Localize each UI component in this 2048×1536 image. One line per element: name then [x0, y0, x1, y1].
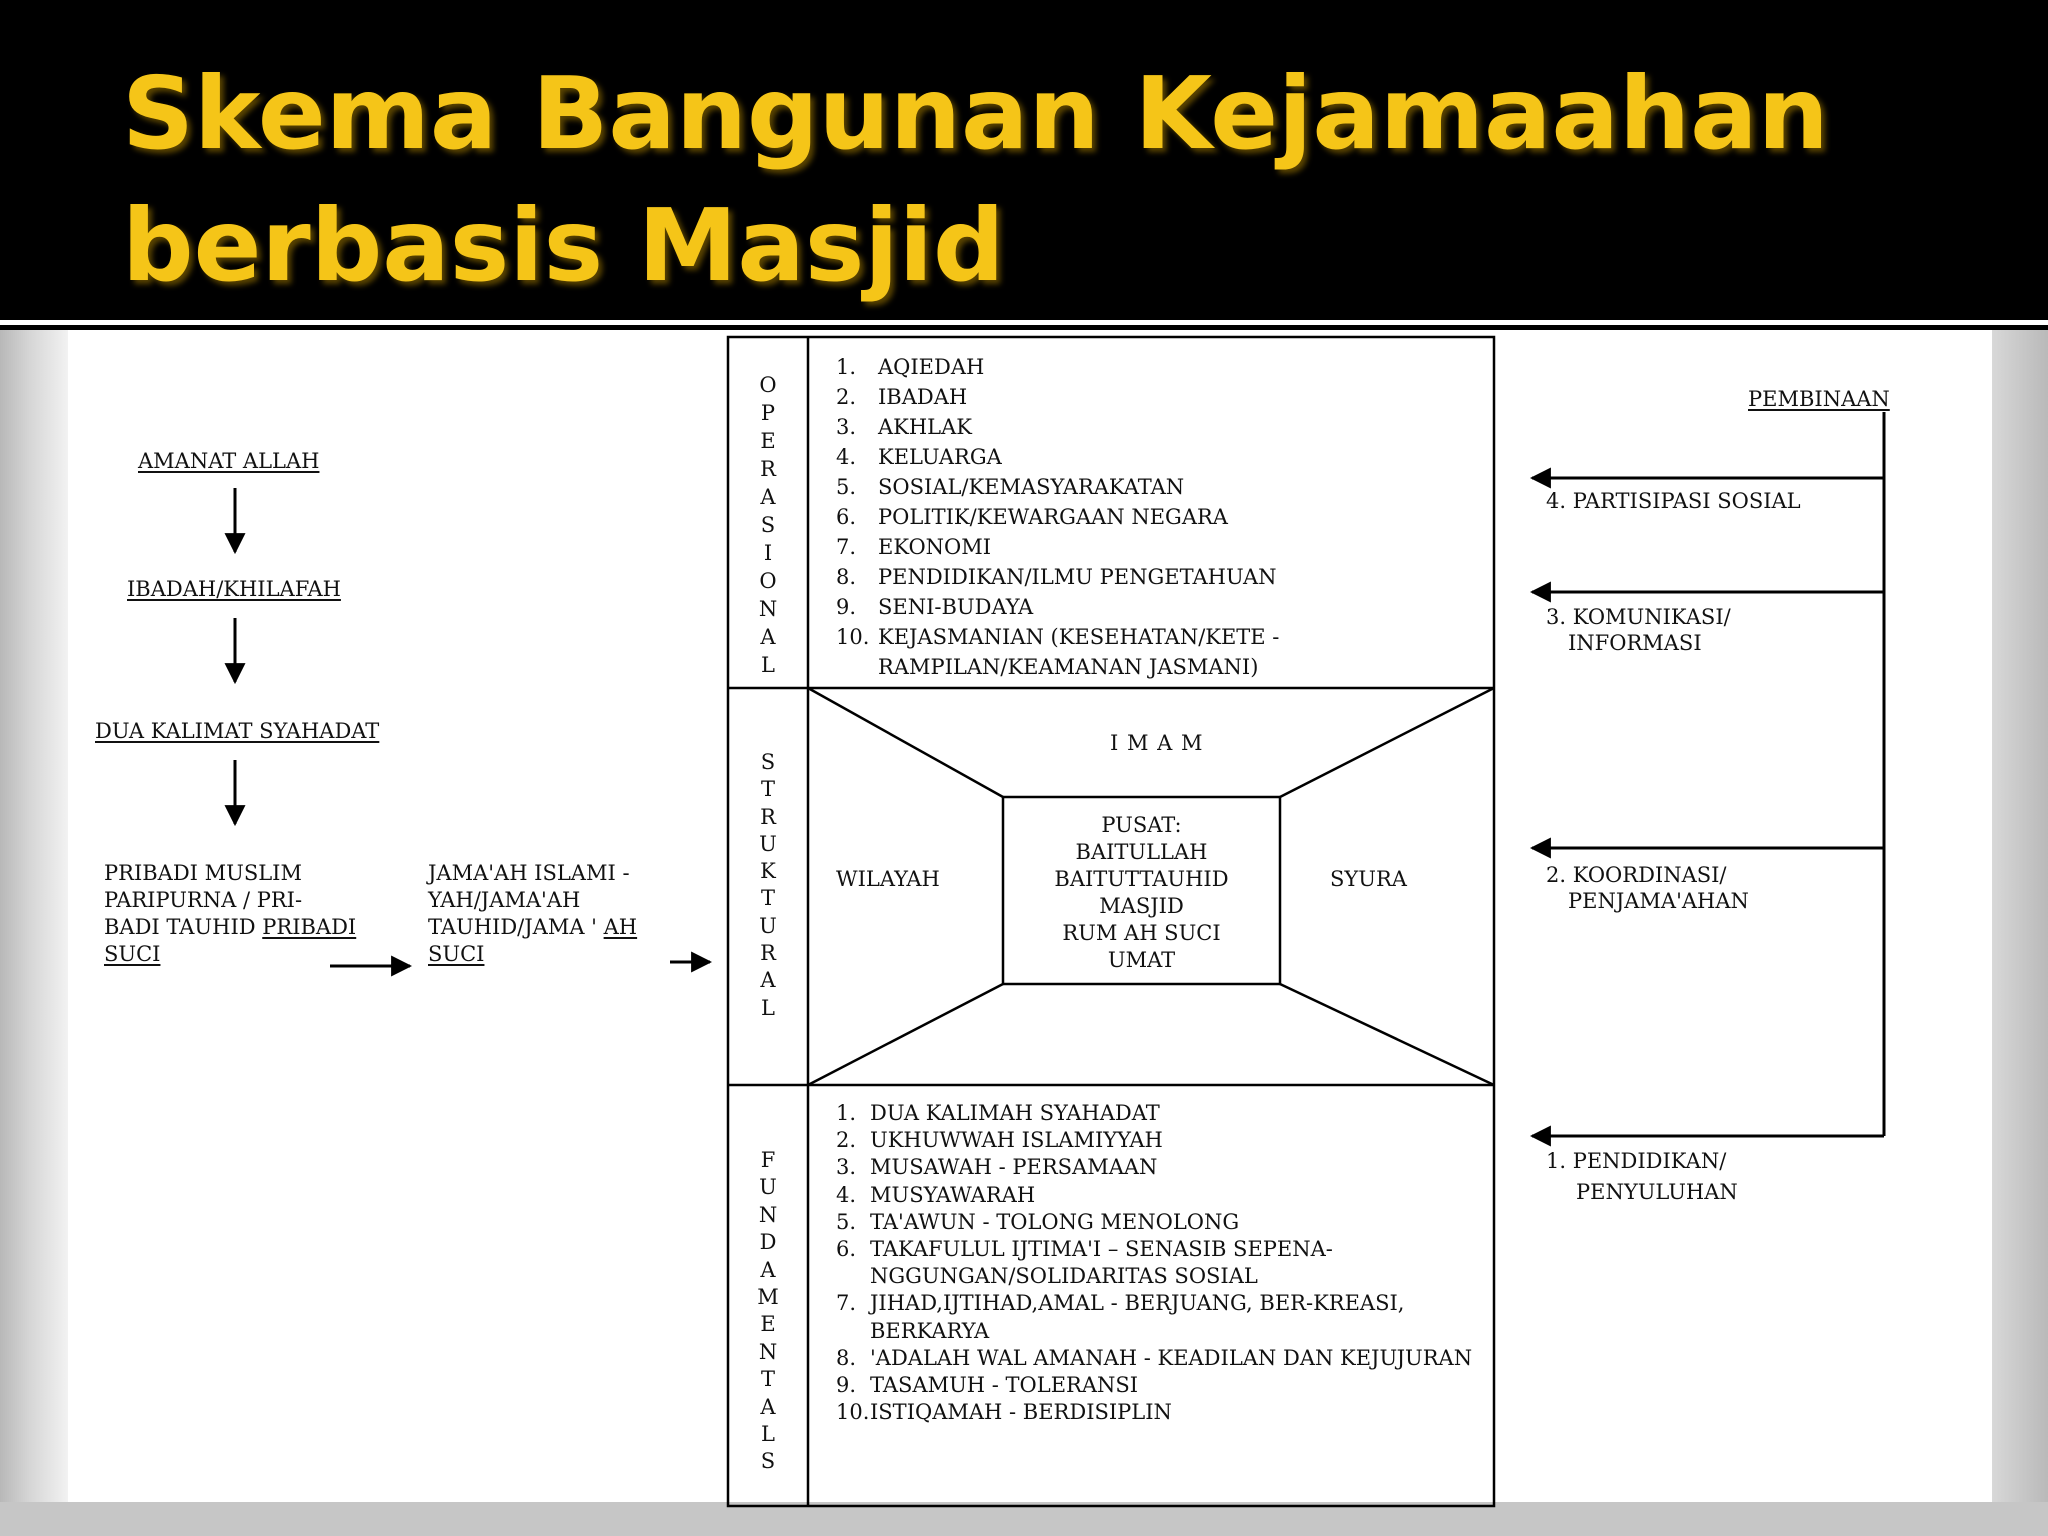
list-item-number: 7. [836, 1291, 857, 1316]
jamaah-line-3 [428, 914, 637, 941]
list-item-text: UKHUWWAH ISLAMIYYAH [870, 1128, 1163, 1153]
operasional-list [836, 352, 1279, 682]
diag-bottom-left [808, 984, 1003, 1085]
pendidikan-label-1: 1. PENDIDIKAN/ [1546, 1149, 1727, 1173]
vertical-label-struktural [738, 749, 798, 1022]
list-item-text: TAKAFULUL IJTIMA'I – SENASIB SEPENA- [870, 1237, 1333, 1262]
diag-bottom-right [1280, 984, 1494, 1085]
fundamentals-letter: E [760, 1312, 776, 1337]
syura-label: SYURA [1330, 867, 1407, 891]
list-item-text: RAMPILAN/KEAMANAN JASMANI) [878, 655, 1259, 679]
jamaah-islamiyah-block [428, 860, 637, 968]
list-item-number: 7. [836, 535, 857, 559]
center-text-line: BAITUTTAUHID [1054, 867, 1229, 891]
center-text-line: BAITULLAH [1075, 840, 1208, 864]
list-item-text: EKONOMI [878, 535, 992, 559]
list-item [836, 352, 1279, 382]
list-item [836, 382, 1279, 412]
list-item [836, 1318, 1472, 1345]
diag-top-left [808, 688, 1003, 797]
pribadi-line-1: PRIBADI MUSLIM [104, 861, 302, 885]
list-item-number: 6. [836, 1237, 857, 1262]
ibadah-khilafah-label: IBADAH/KHILAFAH [127, 577, 341, 601]
fundamentals-letter: N [758, 1202, 778, 1227]
list-item [836, 1127, 1472, 1154]
struktural-letter: A [760, 968, 776, 993]
imam-label: I M A M [1110, 731, 1204, 755]
fundamentals-letter: A [760, 1394, 776, 1419]
komunikasi-label-1: 3. KOMUNIKASI/ [1546, 605, 1731, 629]
fundamentals-letter: M [757, 1285, 779, 1310]
koordinasi-label-2: PENJAMA'AHAN [1568, 889, 1749, 913]
struktural-letter: R [760, 941, 776, 966]
fundamental-list [836, 1100, 1472, 1426]
list-item-text: PENDIDIKAN/ILMU PENGETAHUAN [878, 565, 1277, 589]
list-item-text: NGGUNGAN/SOLIDARITAS SOSIAL [870, 1264, 1258, 1289]
list-item-text: ISTIQAMAH - BERDISIPLIN [870, 1400, 1172, 1425]
list-item-number: 4. [836, 1182, 857, 1207]
fundamentals-letter: L [761, 1422, 775, 1447]
list-item [836, 412, 1279, 442]
list-item-number: 10. [836, 1400, 870, 1425]
list-item-number: 4. [836, 445, 857, 469]
pembinaan-label: PEMBINAAN [1748, 387, 1890, 411]
list-item-text: MUSAWAH - PERSAMAAN [870, 1155, 1158, 1180]
list-item-number: 9. [836, 595, 857, 619]
list-item-number: 8. [836, 565, 857, 589]
fundamentals-letter: S [760, 1449, 776, 1474]
list-item-text: KELUARGA [878, 445, 1002, 469]
fundamentals-letter: D [759, 1230, 777, 1255]
operasional-letter: O [759, 569, 777, 593]
partisipasi-sosial-label: 4. PARTISIPASI SOSIAL [1546, 489, 1801, 513]
fundamentals-letter: F [760, 1148, 776, 1172]
list-item [836, 442, 1279, 472]
operasional-letter: I [763, 541, 773, 565]
list-item [836, 562, 1279, 592]
fundamentals-letter: T [760, 1367, 775, 1392]
slide-title [122, 48, 1829, 312]
center-text-line: RUM AH SUCI [1062, 921, 1221, 945]
list-item-number: 2. [836, 385, 857, 409]
operasional-letter: A [760, 485, 776, 509]
center-pusat-text [1003, 812, 1280, 974]
list-item-number [836, 652, 878, 682]
pribadi-line-3 [104, 914, 356, 941]
list-item-number: 6. [836, 505, 857, 529]
wilayah-label: WILAYAH [836, 867, 940, 891]
pribadi-line-2: PARIPURNA / PRI- [104, 888, 303, 912]
list-item-text: AQIEDAH [878, 355, 985, 379]
list-item-number: 5. [836, 1209, 857, 1234]
fundamentals-letter: N [758, 1339, 778, 1364]
struktural-letter: T [760, 886, 775, 911]
struktural-letter: S [760, 750, 776, 774]
list-item [836, 532, 1279, 562]
list-item [836, 1182, 1472, 1209]
struktural-letter: K [760, 859, 776, 884]
center-text-line: UMAT [1107, 948, 1176, 972]
list-item-text: JIHAD,IJTIHAD,AMAL - BERJUANG, BER-KREASI, [870, 1291, 1405, 1316]
list-item-number: 10. [836, 625, 870, 649]
struktural-letter: U [759, 913, 777, 938]
vertical-label-operasional [738, 371, 798, 679]
list-item [836, 1372, 1472, 1399]
center-text-line: MASJID [1099, 894, 1184, 918]
list-item-number [836, 1263, 870, 1290]
list-item-text: 'ADALAH WAL AMANAH - KEADILAN DAN KEJUJURAN [870, 1345, 1473, 1370]
jamaah-line-1: JAMA'AH ISLAMI - [428, 861, 630, 885]
diag-top-right [1280, 688, 1494, 797]
title-line-1: Skema Bangunan Kejamaahan [122, 55, 1829, 172]
list-item-number: 5. [836, 475, 857, 499]
list-item-text: TA'AWUN - TOLONG MENOLONG [870, 1209, 1240, 1234]
list-item-number: 1. [836, 355, 857, 379]
struktural-letter: L [761, 995, 775, 1020]
operasional-letter: O [759, 373, 777, 397]
fundamentals-letter: U [759, 1175, 777, 1200]
list-item-number: 3. [836, 1155, 857, 1180]
list-item-number: 3. [836, 415, 857, 439]
list-item [836, 1100, 1472, 1127]
list-item-text: SENI-BUDAYA [878, 595, 1034, 619]
operasional-letter: L [761, 653, 775, 677]
title-divider [0, 320, 2048, 325]
fundamentals-letter: A [760, 1257, 776, 1282]
list-item [836, 1236, 1472, 1263]
operasional-letter: R [760, 457, 776, 481]
list-item-number: 2. [836, 1128, 857, 1153]
jamaah-line-3b: AH [603, 915, 638, 939]
operasional-letter: N [758, 597, 778, 621]
list-item [836, 502, 1279, 532]
jamaah-line-4: SUCI [428, 942, 485, 966]
title-bar [0, 0, 2048, 320]
list-item [836, 1345, 1472, 1372]
jamaah-line-2: YAH/JAMA'AH [428, 888, 581, 912]
list-item [836, 1290, 1472, 1317]
list-item [836, 652, 1279, 682]
struktural-letter: U [759, 831, 777, 856]
list-item-text: TASAMUH - TOLERANSI [870, 1373, 1139, 1398]
pribadi-line-3b: PRIBADI [262, 915, 357, 939]
operasional-letter: S [760, 513, 776, 537]
list-item [836, 622, 1279, 652]
pendidikan-label-2: PENYULUHAN [1576, 1180, 1738, 1204]
list-item-text: DUA KALIMAH SYAHADAT [870, 1101, 1160, 1125]
jamaah-line-3a: TAUHID/JAMA ' [428, 915, 604, 939]
center-text-line: PUSAT: [1101, 813, 1182, 837]
koordinasi-label-1: 2. KOORDINASI/ [1546, 863, 1727, 887]
pribadi-line-4: SUCI [104, 942, 161, 966]
title-line-2: berbasis Masjid [122, 187, 1005, 304]
list-item [836, 472, 1279, 502]
list-item-number [836, 1318, 870, 1345]
list-item-text: KEJASMANIAN (KESEHATAN/KETE - [878, 625, 1280, 649]
list-item-number: 1. [836, 1101, 857, 1125]
amanat-allah-label: AMANAT ALLAH [138, 449, 320, 473]
list-item-text: BERKARYA [870, 1318, 990, 1343]
list-item [836, 1263, 1472, 1290]
list-item-text: SOSIAL/KEMASYARAKATAN [878, 475, 1185, 499]
struktural-letter: T [760, 777, 775, 802]
list-item-text: IBADAH [878, 385, 968, 409]
operasional-letter: A [760, 625, 776, 649]
list-item-number: 9. [836, 1373, 857, 1398]
list-item [836, 1399, 1472, 1426]
list-item [836, 592, 1279, 622]
vertical-label-fundamentals [738, 1147, 798, 1476]
list-item-text: MUSYAWARAH [870, 1182, 1036, 1207]
list-item-text: AKHLAK [878, 415, 972, 439]
dua-kalimat-label: DUA KALIMAT SYAHADAT [95, 719, 380, 743]
list-item-text: POLITIK/KEWARGAAN NEGARA [878, 505, 1228, 529]
struktural-letter: R [760, 804, 776, 829]
pribadi-muslim-block [104, 860, 356, 968]
list-item [836, 1209, 1472, 1236]
list-item-number: 8. [836, 1345, 857, 1370]
list-item [836, 1154, 1472, 1181]
operasional-letter: E [760, 429, 776, 453]
komunikasi-label-2: INFORMASI [1568, 631, 1702, 655]
operasional-letter: P [760, 401, 776, 425]
pribadi-line-3a: BADI TAUHID [104, 915, 263, 939]
